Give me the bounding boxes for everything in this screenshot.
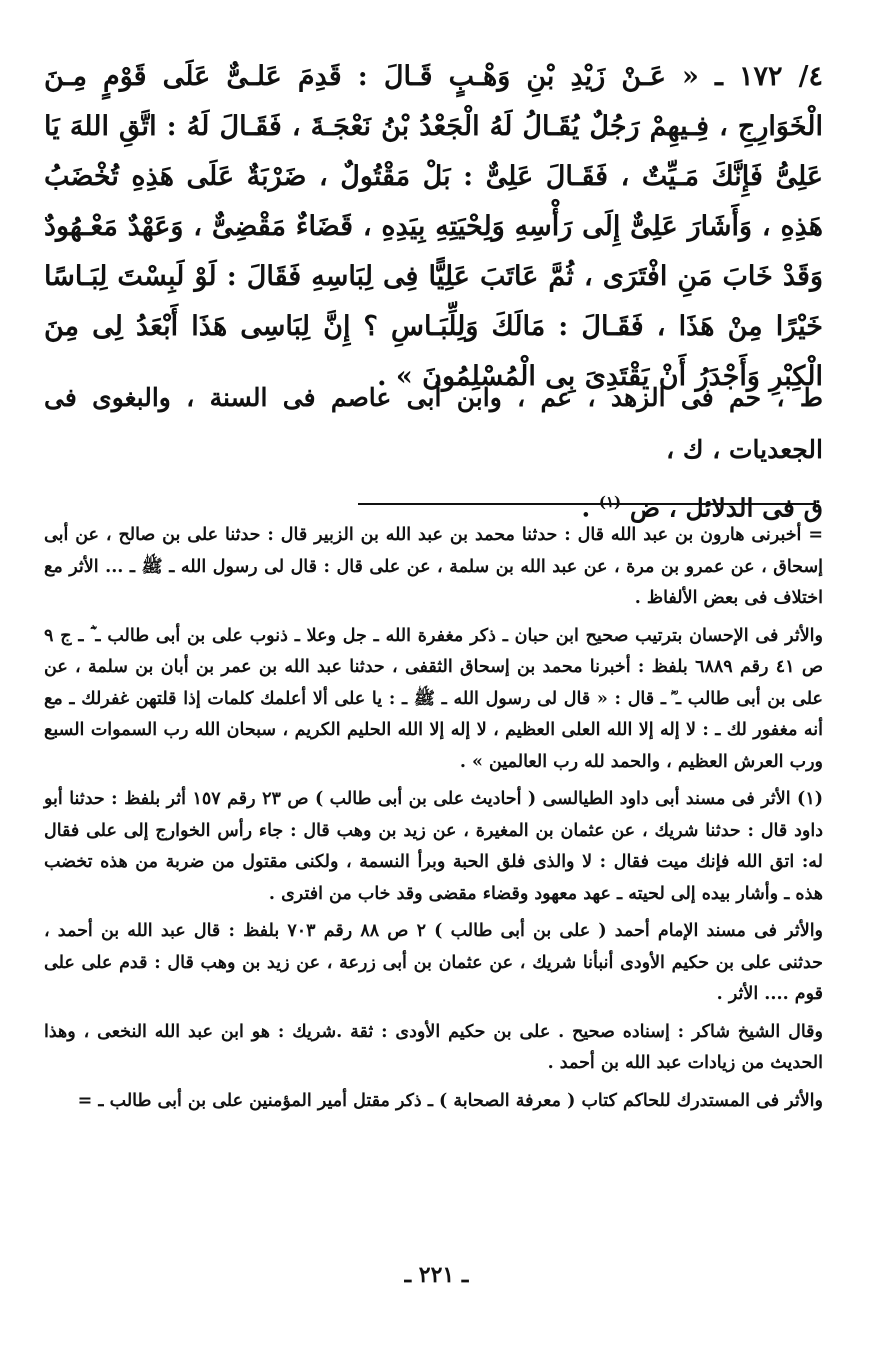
footnotes-block [44,520,823,1123]
sources-block [44,372,823,534]
footnote-paragraph: والأثر فى الإحسان بترتيب صحيح ابن حبان ـ ذكر مغفرة الله ـ جل وعلا ـ ذنوب على بن أبى طالب ـ ؓ ـ ج ٩ ص ٤١ رقم ٦٨٨٩ بلفظ : أخبرنا محمد بن إسحاق الثقفى ، حدثنا عبد الله بن عمر بن أبان بن سلمة ، عن على بن أبى طالب ـ ؓ ـ قال : « قال لى رسول الله ـ ﷺ ـ : يا على ألا أعلمك كلمات إذا قلتهن غفرلك ـ مع أنه مغفور لك ـ : لا إله إلا الله العلى العظيم ، لا إله إلا الله الحليم الكريم ، سبحان الله رب السموات السبع ورب العرش العظيم ، والحمد لله رب العالمين » . [44,625,823,772]
hadith-paragraph [44,52,823,402]
sources-line-2-text: ق فى الدلائل ، ض [629,493,823,523]
hadith-text: « عَـنْ زَيْدِ بْنِ وَهْـبٍ قَـالَ : قَدِمَ عَلـىٌّ عَلَى قَوْمٍ مِـنَ الْخَوَارِجِ ، فِـيهِمْ رَجُلٌ يُقَـالُ لَهُ الْجَعْدُ بْنُ نَعْجَـةَ ، فَقَـالَ لَهُ : اتَّقِ اللهَ يَا عَلِىُّ فَإِنَّكَ مَـيِّتٌ ، فَقَـالَ عَلِىٌّ : بَلْ مَقْتُولٌ ، ضَرْبَةٌ عَلَى هَذِهِ تُخْضَبُ هَذِهِ ، وَأَشَارَ عَلِىٌّ إِلَى رَأْسِهِ وَلِحْيَتِهِ بِيَدِهِ ، قَضَاءٌ مَقْضِىٌّ ، وَعَهْدٌ مَعْـهُودٌ وَقَدْ خَابَ مَنِ افْتَرَى ، ثُمَّ عَاتَبَ عَلِيًّا فِى لِبَاسِهِ فَقَالَ : لَوْ لَبِسْتَ لِبَـاسًا خَيْرًا مِنْ هَذَا ، فَقَـالَ : مَالَكَ وَلِلِّبَـاسِ ؟ إِنَّ لِبَاسِى هَذَا أَبْعَدُ لِى مِنَ الْكِبْرِ وَأَجْدَرُ أَنْ يَقْتَدِىَ بِى الْمُسْلِمُونَ » . [44,61,823,392]
footnote-paragraph: والأثر فى مسند الإمام أحمد ( على بن أبى طالب ) ٢ ص ٨٨ رقم ٧٠٣ بلفظ : قال عبد الله بن أحمد ، حدثنى على بن حكيم الأودى أنبأنا شريك ، عن عثمان بن أبى زرعة ، عن زيد بن وهب قال : قدم على على قوم .... الأثر . [44,921,824,1004]
footnote-paragraph: وقال الشيخ شاكر : إسناده صحيح . على بن حكيم الأودى : ثقة .شريك : هو ابن عبد الله النخعى ، وهذا الحديث من زيادات عبد الله بن أحمد . [44,1021,823,1073]
footnote-marker: (١) [598,493,622,511]
sources-end: . [581,493,599,523]
sources-line-1: ط ، حم فى الزهد ، عم ، وابن أبى عاصم فى السنة ، والبغوى فى الجعديات ، ك ، [44,383,823,464]
footnote-divider [358,503,816,505]
footnote-paragraph: والأثر فى المستدرك للحاكم كتاب ( معرفة الصحابة ) ـ ذكر مقتل أمير المؤمنين على بن أبى طالب ـ = [77,1090,823,1111]
footnote-paragraph: (١) الأثر فى مسند أبى داود الطيالسى ( أحاديث على بن أبى طالب ) ص ٢٣ رقم ١٥٧ أثر بلفظ : حدثنا أبو داود قال : حدثنا شريك ، عن عثمان بن المغيرة ، عن زيد بن وهب قال : جاء رأس الخوارج إلى على فقال له: اتق الله فإنك ميت فقال : لا والذى فلق الحبة وبرأ النسمة ، ولكنى مقتول من ضربة من هذه تخضب هذه ـ وأشار بيده إلى لحيته ـ عهد معهود وقضاء مقضى وقد خاب من افترى . [44,789,823,904]
hadith-number: ٤/ ١٧٢ ـ [715,61,824,92]
page-number: ـ ٢٢١ ـ [404,1262,469,1288]
footnote-paragraph: = أخبرنى هارون بن عبد الله قال : حدثنا محمد بن عبد الله بن الزبير قال : حدثنا على بن صالح ، عن أبى إسحاق ، عن عمرو بن مرة ، عن عبد الله بن سلمة ، عن على قال : قال لى رسول الله ـ ﷺ ـ ... الأثر مع اختلاف فى بعض الألفاظ . [44,525,823,608]
hadith-block [44,52,823,402]
